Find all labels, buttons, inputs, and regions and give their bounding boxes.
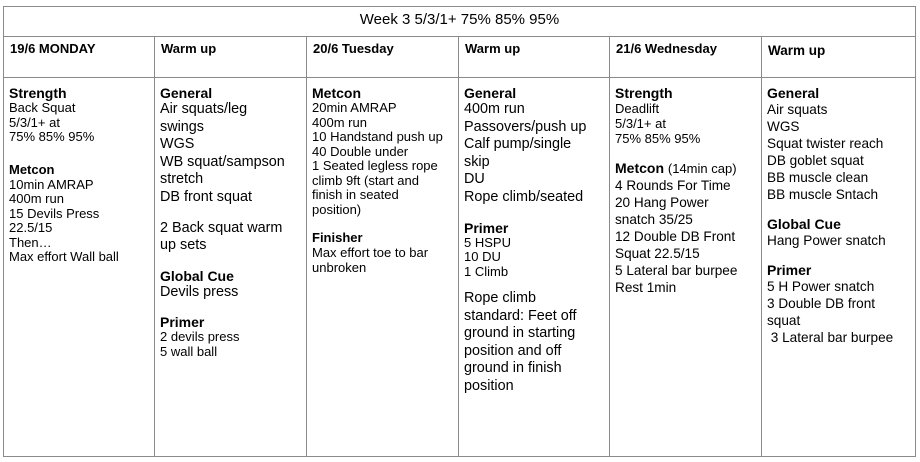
line: 5 wall ball — [160, 343, 218, 359]
line: ground in finish — [464, 360, 562, 377]
line: 2 devils press — [160, 329, 240, 345]
section-heading: Global Cue — [767, 216, 841, 232]
column-body — [155, 78, 306, 359]
line: 1 Climb — [464, 263, 509, 279]
line: ground in starting — [464, 325, 576, 342]
section-strength — [9, 85, 150, 145]
line: Max effort Wall ball — [9, 249, 119, 264]
workout-table — [3, 6, 916, 457]
line: 400m run — [9, 191, 64, 206]
column-body — [307, 78, 458, 275]
line: 75% 85% 95% — [615, 131, 701, 146]
line: swings — [160, 118, 204, 135]
line: up sets — [160, 237, 207, 254]
line: Max effort toe to bar — [312, 245, 429, 260]
section-heading: Strength — [615, 85, 673, 101]
section-heading: Primer — [160, 314, 205, 331]
line: 75% 85% 95% — [9, 129, 95, 144]
column-monday — [4, 37, 155, 456]
line: 5/3/1+ at — [9, 114, 60, 130]
column-wednesday — [610, 37, 762, 456]
column-warmup-tuesday — [459, 37, 610, 456]
column-body — [762, 78, 915, 346]
line: finish in seated — [312, 187, 399, 202]
line: Devils press — [160, 283, 239, 300]
section-global-cue — [767, 216, 911, 249]
section-strength — [615, 85, 757, 146]
line: Hang Power snatch — [767, 233, 886, 248]
section-heading: Primer — [767, 262, 812, 278]
section-heading: Metcon — [9, 161, 55, 177]
line: Calf pump/single — [464, 136, 572, 153]
section-metcon — [312, 85, 454, 217]
line: 5 Lateral bar burpee — [615, 263, 738, 278]
line: 10 Handstand push up — [312, 129, 443, 144]
section-warmup-sets — [160, 220, 302, 255]
line: 20min AMRAP — [312, 100, 397, 115]
section-heading: Metcon — [312, 85, 361, 101]
line: 12 Double DB Front — [615, 229, 736, 244]
section-heading: General — [160, 85, 213, 101]
column-header: Warm up — [762, 37, 915, 78]
column-body — [4, 78, 154, 265]
line: WGS — [160, 136, 195, 153]
line: stretch — [160, 171, 204, 188]
column-tuesday — [307, 37, 459, 456]
column-body — [610, 78, 761, 296]
line: BB muscle Sntach — [767, 187, 879, 202]
section-general — [160, 85, 302, 207]
line: 10 DU — [464, 249, 501, 265]
section-heading: Finisher — [312, 230, 363, 245]
line: Air squats — [767, 102, 828, 117]
line: Squat 22.5/15 — [615, 246, 700, 261]
section-general — [464, 85, 605, 207]
section-primer — [464, 220, 605, 280]
line: skip — [464, 153, 490, 170]
column-header: 20/6 Tuesday — [307, 37, 458, 78]
line: 400m run — [312, 114, 367, 130]
section-heading: General — [767, 85, 820, 101]
line: climb 9ft (start and — [312, 172, 419, 188]
line: 1 Seated legless rope — [312, 158, 438, 173]
section-heading: Global Cue — [160, 267, 234, 284]
line: 5/3/1+ at — [615, 116, 666, 131]
column-header: 21/6 Wednesday — [610, 37, 761, 78]
section-primer — [160, 314, 302, 359]
line: 4 Rounds For Time — [615, 178, 731, 193]
section-heading: Strength — [9, 85, 67, 101]
section-metcon — [615, 160, 757, 296]
section-heading-text: Metcon — [615, 160, 664, 176]
line: squat — [767, 313, 801, 328]
line: DB front squat — [160, 188, 252, 205]
section-rope-climb-standard — [464, 290, 605, 396]
column-warmup-monday — [155, 37, 307, 456]
column-warmup-wednesday — [762, 37, 915, 456]
line: Rope climb — [464, 290, 536, 307]
week-title: Week 3 5/3/1+ 75% 85% 95% — [4, 7, 915, 37]
section-global-cue — [160, 268, 302, 302]
line: snatch 35/25 — [615, 212, 693, 227]
section-heading: General — [464, 85, 517, 101]
line: Passovers/push up — [464, 118, 587, 135]
section-heading — [615, 160, 757, 177]
line: Rest 1min — [615, 280, 677, 295]
line: Squat twister reach — [767, 136, 884, 151]
section-finisher — [312, 230, 454, 275]
column-header: Warm up — [459, 37, 609, 78]
line: 10min AMRAP — [9, 176, 94, 192]
line: Rope climb/seated — [464, 188, 584, 205]
line: Back Squat — [9, 100, 76, 115]
column-header: Warm up — [155, 37, 306, 78]
line: Air squats/leg — [160, 101, 248, 117]
line: 15 Devils Press — [9, 205, 100, 221]
line: 22.5/15 — [9, 220, 53, 235]
section-metcon — [9, 162, 150, 265]
section-heading: Primer — [464, 219, 509, 236]
time-cap: (14min cap) — [667, 161, 737, 176]
line: 3 Lateral bar burpee — [767, 330, 894, 345]
line: 5 H Power snatch — [767, 279, 875, 294]
column-body — [459, 78, 609, 396]
section-primer — [767, 262, 911, 346]
line: 2 Back squat warm — [160, 219, 283, 236]
line: 20 Hang Power — [615, 195, 709, 210]
line: standard: Feet off — [464, 307, 577, 324]
line: 3 Double DB front — [767, 296, 876, 311]
column-header: 19/6 MONDAY — [4, 37, 154, 78]
line: unbroken — [312, 259, 367, 275]
line: position) — [312, 201, 362, 217]
line: position — [464, 378, 514, 395]
section-general — [767, 85, 911, 203]
line: 40 Double under — [312, 143, 409, 159]
line: WGS — [767, 119, 800, 134]
line: position and off — [464, 342, 562, 359]
line: BB muscle clean — [767, 170, 869, 185]
line: Then… — [9, 234, 52, 250]
line: Deadlift — [615, 101, 660, 116]
line: DU — [464, 171, 485, 188]
line: WB squat/sampson — [160, 153, 285, 170]
line: 400m run — [464, 101, 525, 117]
line: DB goblet squat — [767, 153, 864, 168]
line: 5 HSPU — [464, 234, 511, 250]
